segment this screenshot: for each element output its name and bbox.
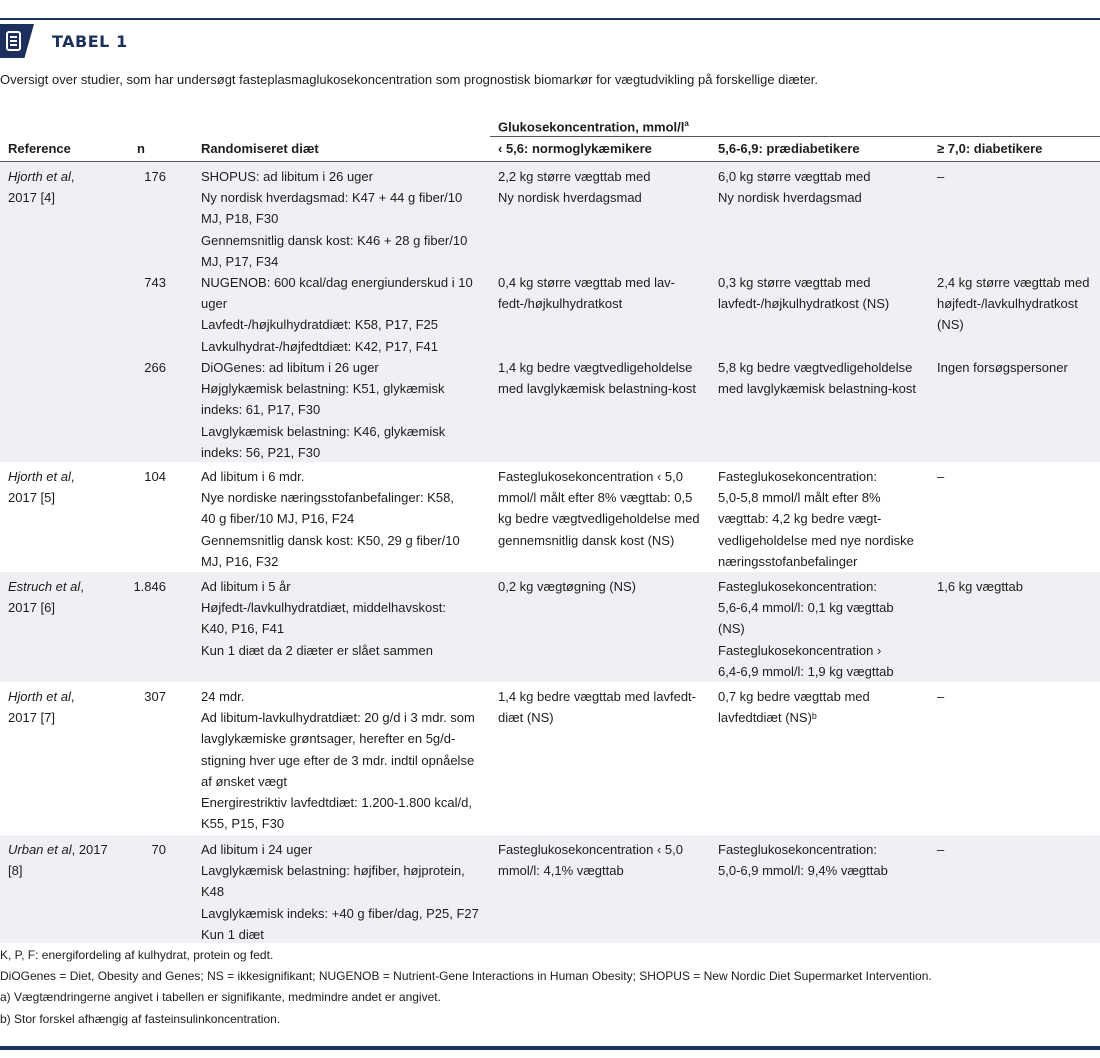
g1-line: 0,2 kg vægtøgning (NS)	[498, 579, 637, 594]
col-diabetic: ≥ 7,0: diabetikere	[937, 141, 1043, 156]
reference-cell	[8, 466, 123, 508]
study-group-hjorth-4	[0, 162, 1100, 462]
diet-cell	[201, 839, 486, 945]
diet-line: MJ, P17, F34	[201, 253, 279, 269]
reference-author: Hjorth et al	[8, 469, 71, 484]
prediabetic-cell	[718, 357, 930, 399]
normoglycemic-cell	[498, 686, 710, 728]
diet-line: K55, P15, F30	[201, 816, 285, 832]
n-cell: 104	[144, 469, 166, 484]
g1-line: diæt (NS)	[498, 710, 554, 726]
g3-line: –	[937, 169, 945, 184]
diet-line: Nye nordiske næringsstofanbefalinger: K58,	[201, 490, 454, 506]
g1-line: kg bedre vægtvedligeholdelse med	[498, 511, 700, 527]
diet-line: K48	[201, 884, 225, 900]
footnote-a: a) Vægtændringerne angivet i tabellen er signifikante, medmindre andet er angivet.	[0, 990, 441, 1005]
reference-cell	[8, 839, 123, 881]
table-caption: Oversigt over studier, som har undersøgt fasteplasmaglukosekoncentration som prognostisk biomarkør for vægtudvikling på forskellige diæter.	[0, 72, 818, 87]
diabetic-cell	[937, 166, 1097, 187]
footnote-b: b) Stor forskel afhængig af fasteinsulinkoncentration.	[0, 1011, 281, 1026]
n-cell: 70	[151, 842, 166, 857]
reference-author: Hjorth et al	[8, 689, 71, 704]
diabetic-cell	[937, 357, 1097, 378]
table-row	[0, 268, 1100, 353]
g3-line: højfedt-/lavkulhydratkost	[937, 296, 1078, 312]
diet-line: Ad libitum i 6 mdr.	[201, 469, 305, 484]
g3-line: 1,6 kg vægttab	[937, 579, 1023, 594]
g2-line: 5,0-5,8 mmol/l målt efter 8%	[718, 490, 881, 506]
g2-line: lavfedt-/højkulhydratkost (NS)	[718, 296, 890, 312]
n-cell: 266	[144, 360, 166, 375]
reference-year: [8]	[8, 863, 23, 879]
g2-line: 0,3 kg større vægttab med	[718, 275, 871, 290]
diet-line: Højfedt-/lavkulhydratdiæt, middelhavskost:	[201, 600, 446, 616]
g1-line: mmol/l: 4,1% vægttab	[498, 863, 624, 879]
g2-line: 5,8 kg bedre vægtvedligeholdelse	[718, 360, 913, 375]
diet-line: MJ, P16, F32	[201, 553, 279, 569]
g2-line: Fasteglukosekoncentration:	[718, 469, 877, 484]
top-rule	[0, 18, 1100, 20]
footnote-abbrev-kpf: K, P, F: energifordeling af kulhydrat, protein og fedt.	[0, 948, 274, 962]
reference-suffix: ,	[80, 579, 84, 594]
diet-line: SHOPUS: ad libitum i 26 uger	[201, 169, 373, 184]
reference-cell	[8, 686, 123, 728]
study-group-hjorth-7	[0, 682, 1100, 835]
reference-suffix: ,	[70, 689, 75, 704]
diet-line: Gennemsnitlig dansk kost: K46 + 28 g fiber/10	[201, 232, 468, 248]
diet-line: DiOGenes: ad libitum i 26 uger	[201, 360, 379, 375]
reference-line	[8, 166, 123, 187]
diet-line: K40, P16, F41	[201, 621, 285, 637]
g3-line: –	[937, 689, 945, 704]
reference-suffix: ,	[70, 469, 75, 484]
diabetic-cell	[937, 839, 1097, 860]
g2-line: lavfedtdiæt (NS)ᵇ	[718, 710, 817, 726]
table-title: TABEL 1	[52, 32, 128, 51]
reference-year: 2017 [6]	[8, 600, 55, 616]
diet-line: 24 mdr.	[201, 689, 245, 704]
g2-line: vedligeholdelse med nye nordiske	[718, 532, 914, 548]
table-row	[0, 162, 1100, 268]
prediabetic-cell	[718, 466, 930, 572]
g3-line: (NS)	[937, 317, 964, 333]
reference-year: 2017 [7]	[8, 710, 55, 726]
g1-line: 0,4 kg større vægttab med lav-	[498, 275, 676, 290]
diet-line: indeks: 61, P17, F30	[201, 402, 321, 418]
diet-line: Lavglykæmisk belastning: K46, glykæmisk	[201, 423, 446, 439]
diet-line: NUGENOB: 600 kcal/dag energiunderskud i 10	[201, 275, 473, 290]
g1-line: fedt-/højkulhydratkost	[498, 296, 623, 312]
g1-line: gennemsnitlig dansk kost (NS)	[498, 532, 675, 548]
diet-line: Ad libitum i 5 år	[201, 579, 291, 594]
diet-cell	[201, 466, 486, 572]
diabetic-cell	[937, 576, 1097, 597]
g3-line: –	[937, 842, 945, 857]
col-normoglycemic: ‹ 5,6: normoglykæmikere	[498, 141, 652, 156]
study-group-hjorth-5	[0, 462, 1100, 572]
col-diet: Randomiseret diæt	[201, 141, 319, 156]
diet-line: Højglykæmisk belastning: K51, glykæmisk	[201, 381, 445, 397]
col-reference: Reference	[8, 141, 71, 156]
g2-line: Fasteglukosekoncentration ›	[718, 642, 882, 658]
diet-line: Lavglykæmisk indeks: +40 g fiber/dag, P25, F27	[201, 905, 479, 921]
study-group-urban-8	[0, 835, 1100, 943]
reference-author: Hjorth et al	[8, 169, 71, 184]
g2-line: Fasteglukosekoncentration:	[718, 842, 877, 857]
diet-line: af ønsket vægt	[201, 773, 287, 789]
document-list-icon	[6, 31, 22, 51]
diet-line: Lavfedt-/højkulhydratdiæt: K58, P17, F25	[201, 317, 439, 333]
diet-line: Ny nordisk hverdagsmad: K47 + 44 g fiber/10	[201, 190, 463, 206]
table-row	[0, 353, 1100, 462]
diet-cell	[201, 166, 486, 272]
diet-line: Energirestriktiv lavfedtdiæt: 1.200-1.800 kcal/d,	[201, 795, 472, 811]
normoglycemic-cell	[498, 357, 710, 399]
reference-cell	[8, 166, 123, 208]
table-row	[0, 835, 1100, 943]
g1-line: Fasteglukosekoncentration ‹ 5,0	[498, 469, 683, 484]
g3-line: 2,4 kg større vægttab med	[937, 275, 1090, 290]
table-body	[0, 162, 1100, 943]
table-row	[0, 682, 1100, 835]
g2-line: næringsstofanbefalinger	[718, 553, 858, 569]
reference-year: 2017 [4]	[8, 190, 55, 206]
normoglycemic-cell	[498, 466, 710, 551]
diet-cell	[201, 357, 486, 463]
n-cell: 307	[144, 689, 166, 704]
col-prediabetic: 5,6-6,9: prædiabetikere	[718, 141, 860, 156]
prediabetic-cell	[718, 686, 930, 728]
reference-line	[8, 576, 123, 597]
group-label-footnote-mark: a	[684, 119, 689, 128]
header-badge	[0, 24, 34, 58]
g2-line: vægttab: 4,2 kg bedre vægt-	[718, 511, 882, 527]
footnote-abbreviations: DiOGenes = Diet, Obesity and Genes; NS = ikkesignifikant; NUGENOB = Nutrient-Gene Interactions in Human Obesity; SHOPUS = New Nordic Diet Supermarket Intervention.	[0, 969, 932, 984]
g1-line: mmol/l målt efter 8% vægttab: 0,5	[498, 490, 693, 506]
diabetic-cell	[937, 466, 1097, 487]
table-header	[0, 24, 1100, 60]
bottom-rule	[0, 1046, 1100, 1050]
prediabetic-cell	[718, 576, 930, 682]
glucose-group-label	[498, 119, 689, 134]
normoglycemic-cell	[498, 166, 710, 208]
normoglycemic-cell	[498, 576, 710, 597]
g1-line: 1,4 kg bedre vægttab med lavfedt-	[498, 689, 697, 704]
g3-line: Ingen forsøgspersoner	[937, 360, 1068, 375]
reference-suffix: ,	[70, 169, 75, 184]
diet-line: indeks: 56, P21, F30	[201, 444, 321, 460]
diet-line: lavglykæmiske grøntsager, herefter en 5g/d-	[201, 731, 456, 747]
n-cell: 1.846	[133, 579, 166, 594]
reference-line	[8, 686, 123, 707]
table-row	[0, 572, 1100, 682]
diet-line: Lavglykæmisk belastning: højfiber, højprotein,	[201, 863, 465, 879]
footnotes	[0, 945, 1100, 1030]
g1-line: Fasteglukosekoncentration ‹ 5,0	[498, 842, 683, 857]
g1-line: 1,4 kg bedre vægtvedligeholdelse	[498, 360, 693, 375]
study-group-estruch-6	[0, 572, 1100, 682]
g2-line: 6,4-6,9 mmol/l: 1,9 kg vægttab	[718, 663, 894, 679]
diet-cell	[201, 576, 486, 661]
diet-cell	[201, 686, 486, 834]
reference-line	[8, 839, 123, 860]
group-label-text: Glukosekoncentration, mmol/l	[498, 119, 685, 135]
g2-line: (NS)	[718, 621, 745, 637]
table-row	[0, 462, 1100, 572]
diet-line: stigning hver uge efter de 3 mdr. indtil opnåelse	[201, 752, 475, 768]
diet-cell	[201, 272, 486, 357]
g2-line: 0,7 kg bedre vægttab med	[718, 689, 870, 704]
g2-line: 6,0 kg større vægttab med	[718, 169, 871, 184]
g2-line: 5,0-6,9 mmol/l: 9,4% vægttab	[718, 863, 888, 879]
diet-line: Kun 1 diæt da 2 diæter er slået sammen	[201, 642, 433, 658]
diet-line: Gennemsnitlig dansk kost: K50, 29 g fiber/10	[201, 532, 460, 548]
normoglycemic-cell	[498, 272, 710, 314]
reference-suffix: , 2017	[71, 842, 108, 857]
reference-author: Urban et al	[8, 842, 72, 857]
prediabetic-cell	[718, 166, 930, 208]
diet-line: uger	[201, 296, 228, 312]
prediabetic-cell	[718, 839, 930, 881]
g2-line: Ny nordisk hverdagsmad	[718, 190, 862, 206]
g1-line: Ny nordisk hverdagsmad	[498, 190, 642, 206]
g1-line: med lavglykæmisk belastning-kost	[498, 381, 696, 397]
reference-cell	[8, 576, 123, 618]
group-rule	[490, 136, 1100, 137]
n-cell: 176	[144, 169, 166, 184]
diet-line: Ad libitum i 24 uger	[201, 842, 313, 857]
g3-line: –	[937, 469, 945, 484]
g1-line: 2,2 kg større vægttab med	[498, 169, 651, 184]
col-n: n	[137, 141, 145, 156]
g2-line: med lavglykæmisk belastning-kost	[718, 381, 916, 397]
diet-line: Ad libitum-lavkulhydratdiæt: 20 g/d i 3 mdr. som	[201, 710, 475, 726]
reference-author: Estruch et al	[8, 579, 81, 594]
diet-line: Lavkulhydrat-/højfedtdiæt: K42, P17, F41	[201, 338, 439, 354]
diabetic-cell	[937, 272, 1097, 336]
diet-line: 40 g fiber/10 MJ, P16, F24	[201, 511, 355, 527]
normoglycemic-cell	[498, 839, 710, 881]
reference-line	[8, 466, 123, 487]
reference-year: 2017 [5]	[8, 490, 55, 506]
diabetic-cell	[937, 686, 1097, 707]
prediabetic-cell	[718, 272, 930, 314]
n-cell: 743	[144, 275, 166, 290]
diet-line: MJ, P18, F30	[201, 211, 279, 227]
g2-line: 5,6-6,4 mmol/l: 0,1 kg vægttab	[718, 600, 894, 616]
diet-line: Kun 1 diæt	[201, 926, 264, 942]
g2-line: Fasteglukosekoncentration:	[718, 579, 877, 594]
